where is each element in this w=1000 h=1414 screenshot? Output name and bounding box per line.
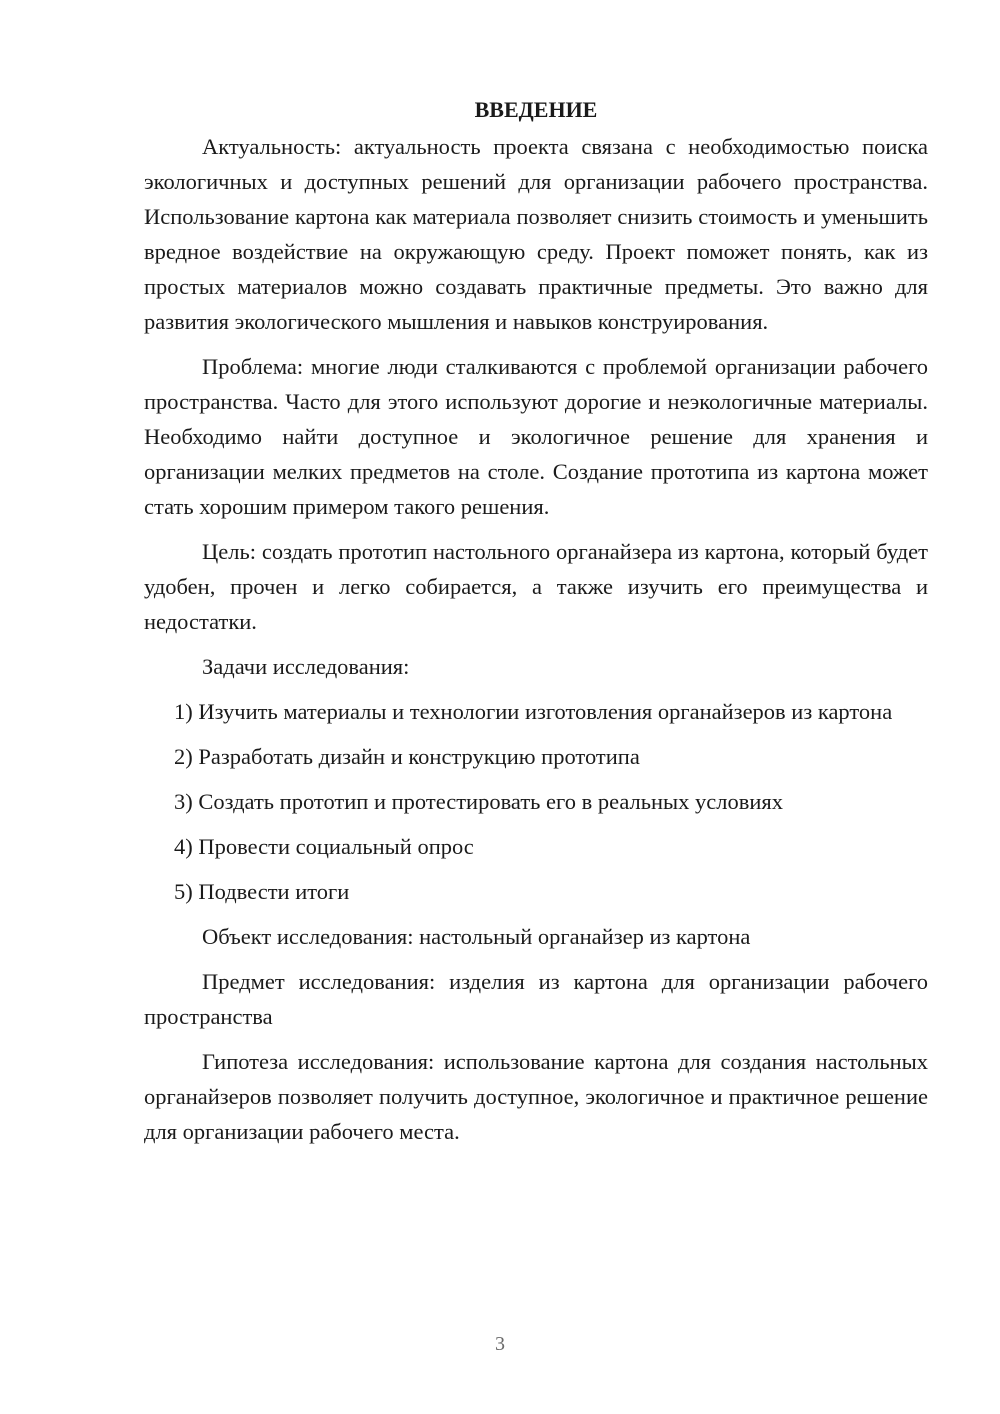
- object-paragraph: Объект исследования: настольный органайзер из картона: [202, 924, 751, 949]
- task-item: 4) Провести социальный опрос: [174, 834, 474, 859]
- hypothesis-paragraph: Гипотеза исследования: использование картона для создания настольных органайзеров позволяет получить доступное, экологичное и практичное решение для организации рабочего места.: [144, 1049, 928, 1144]
- section-title: ВВЕДЕНИЕ: [474, 97, 598, 122]
- task-item: 3) Создать прототип и протестировать его в реальных условиях: [174, 789, 784, 814]
- page-number: 3: [495, 1333, 505, 1355]
- document-page: [144, 92, 928, 1159]
- relevance-paragraph: Актуальность: актуальность проекта связана с необходимостью поиска экологичных и доступных решений для организации рабочего пространства. Использование картона как материала позволяет снизить стоимость и уменьшить вредное воздействие на окружающую среду. Проект поможет понять, как из простых материалов можно создавать практичные предметы. Это важно для развития экологического мышления и навыков конструирования.: [144, 134, 928, 334]
- task-item: 5) Подвести итоги: [174, 879, 350, 904]
- subject-paragraph: Предмет исследования: изделия из картона для организации рабочего пространства: [144, 969, 928, 1029]
- problem-paragraph: Проблема: многие люди сталкиваются с проблемой организации рабочего пространства. Часто для этого используют дорогие и неэкологичные материалы. Необходимо найти доступное и экологичное решение для хранения и организации мелких предметов на столе. Создание прототипа из картона может стать хорошим примером такого решения.: [144, 354, 928, 519]
- tasks-heading: Задачи исследования:: [202, 654, 410, 679]
- goal-paragraph: Цель: создать прототип настольного органайзера из картона, который будет удобен, прочен и легко собирается, а также изучить его преимущества и недостатки.: [144, 539, 928, 634]
- task-item: 2) Разработать дизайн и конструкцию прототипа: [174, 744, 640, 769]
- task-item: 1) Изучить материалы и технологии изготовления органайзеров из картона: [174, 699, 893, 724]
